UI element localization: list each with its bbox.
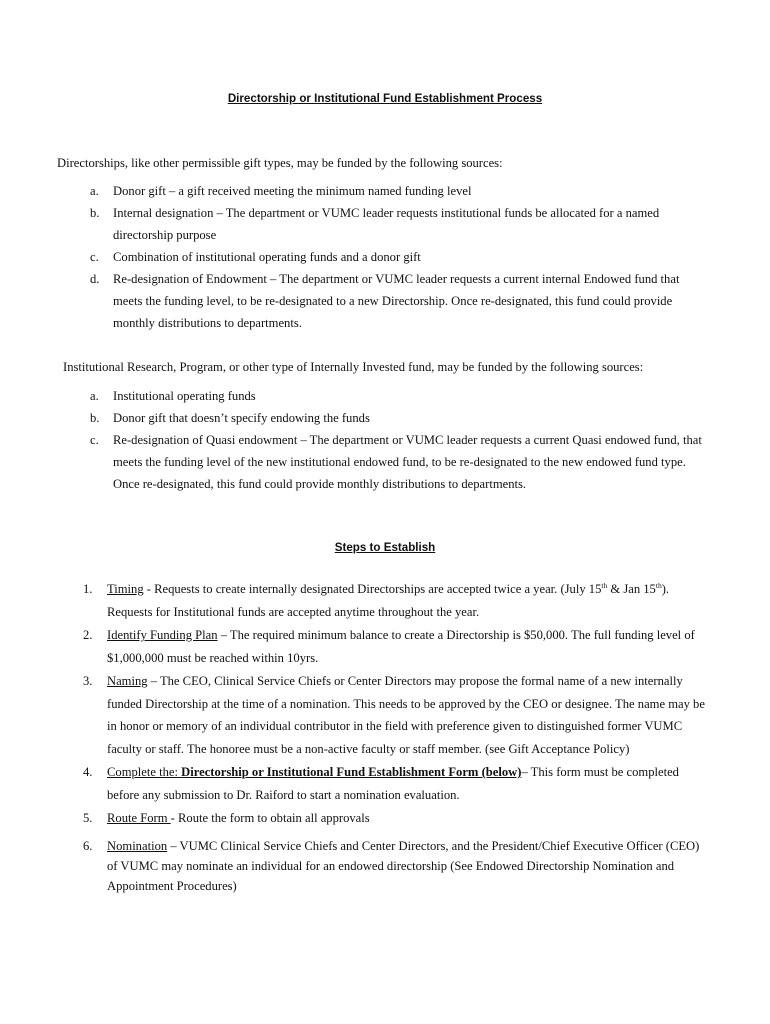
institutional-intro: Institutional Research, Program, or other type of Internally Invested fund, may be funded by the following sources: — [63, 360, 644, 374]
step-complete-form: 4. Complete the: Directorship or Institutional Fund Establishment Form (below)– This form must be completed before any submission to Dr. Raiford to start a nomination evaluation. — [83, 765, 679, 802]
step-label: Nomination — [107, 838, 168, 853]
form-name: Directorship or Institutional Fund Establishment Form (below) — [181, 765, 522, 779]
list-item: c. Re-designation of Quasi endowment – The department or VUMC leader requests a current Quasi endowed fund, that meets the funding level of the new institutional endowed fund, to be re-designated to the new endowed fund type. Once re-designated, this fund could provide monthly distributions to departments. — [90, 433, 702, 491]
step-nomination: 6. Nomination – VUMC Clinical Service Chiefs and Center Directors, and the President/Chief Executive Officer (CEO) of VUMC may nominate an individual for an endowed directorship (See Endowed Directorship Nomination and Appointment Procedures) — [83, 838, 700, 893]
list-item: c. Combination of institutional operating funds and a donor gift — [90, 250, 421, 264]
list-item: b. Internal designation – The department or VUMC leader requests institutional funds be allocated for a named directorship purpose — [90, 206, 660, 242]
step-label: Timing — [107, 582, 144, 596]
list-item: b. Donor gift that doesn’t specify endowing the funds — [90, 411, 370, 425]
document-title: Directorship or Institutional Fund Establishment Process — [227, 92, 543, 105]
directorships-intro: Directorships, like other permissible gift types, may be funded by the following sources: — [57, 156, 503, 170]
step-label: Naming — [107, 674, 148, 688]
directorship-sources-list — [0, 180, 770, 334]
step-funding-plan: 2. Identify Funding Plan – The required minimum balance to create a Directorship is $50,000. The full funding level of $1,000,000 must be reached within 10yrs. — [83, 628, 695, 665]
steps-title: Steps to Establish — [334, 541, 436, 554]
institutional-sources-list — [0, 385, 770, 495]
step-route-form: 5. Route Form - Route the form to obtain all approvals — [83, 811, 370, 825]
list-item: d. Re-designation of Endowment – The department or VUMC leader requests a current internal Endowed fund that meets the funding level, to be re-designated to a new Directorship. Once re-designated, this fund could provide monthly distributions to departments. — [90, 272, 680, 330]
step-naming: 3. Naming – The CEO, Clinical Service Chiefs or Center Directors may propose the formal name of a new internally funded Directorship at the time of a nomination. This needs to be approved by the CEO or designee. The name may be in honor or memory of an individual contributor in the field with preference given to distinguished former VUMC faculty or staff. The honoree must be a non-active faculty or staff member. (see Gift Acceptance Policy) — [83, 674, 705, 756]
list-item: a. Donor gift – a gift received meeting the minimum named funding level — [90, 184, 472, 198]
step-label: Route Form — [107, 811, 171, 825]
step-timing: 1. Timing - Requests to create internally designated Directorships are accepted twice a year. (July 15th & Jan 15th). Requests for Institutional funds are accepted anytime throughout the year. — [83, 580, 670, 619]
steps-list — [0, 578, 770, 897]
step-label: Complete the: Directorship or Institutional Fund Establishment Form (below) — [107, 765, 522, 779]
list-item: a. Institutional operating funds — [90, 389, 256, 403]
step-label: Identify Funding Plan — [107, 628, 218, 642]
